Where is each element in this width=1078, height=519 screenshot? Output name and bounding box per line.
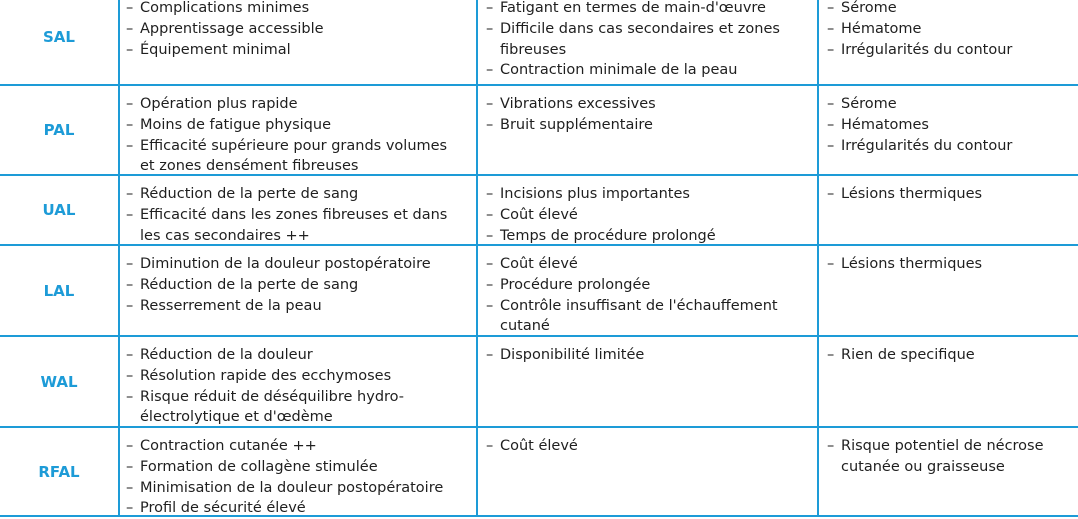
list-item bbox=[126, 296, 476, 317]
dash-bullet: – bbox=[827, 0, 835, 16]
dash-bullet: – bbox=[126, 367, 134, 384]
table-row bbox=[0, 0, 1078, 86]
list-item-text: Diminution de la douleur postopératoire bbox=[140, 256, 431, 272]
list-item bbox=[126, 345, 476, 366]
dash-bullet: – bbox=[827, 347, 835, 363]
table-row bbox=[0, 337, 1078, 428]
list-item bbox=[126, 226, 476, 247]
dash-bullet: – bbox=[126, 96, 134, 112]
list-item-text: Réduction de la perte de sang bbox=[140, 186, 359, 202]
list-item-text: Efficacité supérieure pour grands volumes bbox=[140, 137, 448, 154]
dash-bullet: – bbox=[126, 347, 134, 363]
list-item bbox=[827, 184, 1078, 205]
complications-cell bbox=[819, 86, 1078, 174]
list-item-text: fibreuses bbox=[500, 41, 567, 58]
list-item-text: Formation de collagène stimulée bbox=[140, 458, 378, 475]
technique-abbreviation: RFAL bbox=[0, 428, 120, 515]
disadvantages-cell bbox=[478, 176, 819, 244]
advantages-cell bbox=[118, 428, 478, 515]
list-item bbox=[486, 345, 817, 366]
list-item-text: Sérome bbox=[841, 96, 897, 112]
technique-abbreviation: PAL bbox=[0, 86, 120, 174]
dash-bullet: – bbox=[126, 388, 134, 405]
list-item bbox=[126, 387, 476, 408]
list-item-text: Apprentissage accessible bbox=[140, 20, 324, 37]
complications-cell bbox=[819, 428, 1078, 515]
list-item bbox=[486, 254, 817, 275]
list-item-text: Irrégularités du contour bbox=[841, 137, 1013, 154]
list-item-text: Équipement minimal bbox=[140, 41, 291, 58]
list-item bbox=[486, 0, 817, 19]
list-item-text: Contraction cutanée ++ bbox=[140, 438, 317, 454]
disadvantages-cell bbox=[478, 86, 819, 174]
list-item bbox=[827, 436, 1078, 457]
dash-bullet: – bbox=[126, 479, 134, 496]
list-item bbox=[827, 19, 1078, 40]
list-item bbox=[486, 19, 817, 40]
list-item-text: Rien de specifique bbox=[841, 347, 975, 363]
technique-abbreviation: WAL bbox=[0, 337, 120, 426]
list-item-text: Résolution rapide des ecchymoses bbox=[140, 367, 392, 384]
dash-bullet: – bbox=[126, 297, 134, 314]
list-item-text: Réduction de la douleur bbox=[140, 347, 313, 363]
list-item-text: cutané bbox=[500, 318, 550, 335]
list-item-text: Incisions plus importantes bbox=[500, 186, 690, 202]
dash-bullet: – bbox=[486, 256, 494, 272]
disadvantages-cell bbox=[478, 246, 819, 335]
list-item bbox=[827, 40, 1078, 61]
dash-bullet: – bbox=[486, 186, 494, 202]
list-item-text: Bruit supplémentaire bbox=[500, 116, 653, 133]
technique-abbreviation: LAL bbox=[0, 246, 120, 335]
table-row bbox=[0, 428, 1078, 517]
list-item-text: électrolytique et d'œdème bbox=[140, 409, 333, 426]
list-item-text: Coût élevé bbox=[500, 256, 578, 272]
list-item bbox=[486, 40, 817, 61]
list-item-text: Profil de sécurité élevé bbox=[140, 500, 306, 517]
list-item-text: Irrégularités du contour bbox=[841, 41, 1013, 58]
list-item-text: Hématomes bbox=[841, 116, 929, 133]
dash-bullet: – bbox=[486, 297, 494, 314]
list-item bbox=[126, 184, 476, 205]
dash-bullet: – bbox=[827, 186, 835, 202]
complications-cell bbox=[819, 0, 1078, 84]
list-item-text: Procédure prolongée bbox=[500, 276, 651, 293]
list-item bbox=[126, 19, 476, 40]
list-item bbox=[126, 94, 476, 115]
dash-bullet: – bbox=[126, 20, 134, 37]
list-item bbox=[486, 436, 817, 457]
list-item-text: Moins de fatigue physique bbox=[140, 116, 331, 133]
list-item-text: Hématome bbox=[841, 20, 922, 37]
list-item bbox=[486, 296, 817, 317]
advantages-cell bbox=[118, 0, 478, 84]
list-item bbox=[126, 40, 476, 61]
dash-bullet: – bbox=[486, 20, 494, 37]
dash-bullet: – bbox=[486, 227, 494, 244]
dash-bullet: – bbox=[486, 276, 494, 293]
dash-bullet: – bbox=[126, 0, 134, 16]
advantages-cell bbox=[118, 337, 478, 426]
advantages-cell bbox=[118, 176, 478, 244]
list-item bbox=[827, 457, 1078, 478]
dash-bullet: – bbox=[827, 256, 835, 272]
list-item bbox=[827, 254, 1078, 275]
list-item-text: cutanée ou graisseuse bbox=[841, 458, 1005, 475]
list-item-text: Risque réduit de déséquilibre hydro- bbox=[140, 388, 405, 405]
list-item-text: Temps de procédure prolongé bbox=[500, 227, 716, 244]
technique-abbreviation: SAL bbox=[0, 0, 120, 84]
dash-bullet: – bbox=[827, 116, 835, 133]
table-row bbox=[0, 86, 1078, 176]
list-item bbox=[126, 254, 476, 275]
list-item-text: Lésions thermiques bbox=[841, 186, 983, 202]
advantages-cell bbox=[118, 86, 478, 174]
list-item bbox=[827, 0, 1078, 19]
list-item bbox=[486, 184, 817, 205]
dash-bullet: – bbox=[827, 438, 835, 454]
list-item-text: Sérome bbox=[841, 0, 897, 16]
disadvantages-cell bbox=[478, 337, 819, 426]
list-item-text: Disponibilité limitée bbox=[500, 347, 645, 363]
dash-bullet: – bbox=[486, 206, 494, 223]
list-item bbox=[486, 205, 817, 226]
dash-bullet: – bbox=[486, 347, 494, 363]
list-item-text: Risque potentiel de nécrose bbox=[841, 438, 1044, 454]
list-item-text: Coût élevé bbox=[500, 438, 578, 454]
list-item bbox=[486, 316, 817, 337]
list-item bbox=[126, 115, 476, 136]
dash-bullet: – bbox=[126, 276, 134, 293]
dash-bullet: – bbox=[126, 438, 134, 454]
list-item bbox=[126, 156, 476, 177]
list-item bbox=[827, 345, 1078, 366]
list-item bbox=[486, 226, 817, 247]
list-item bbox=[126, 275, 476, 296]
dash-bullet: – bbox=[827, 41, 835, 58]
list-item-text: Minimisation de la douleur postopératoire bbox=[140, 479, 444, 496]
dash-bullet: – bbox=[126, 186, 134, 202]
list-item-text: Opération plus rapide bbox=[140, 96, 298, 112]
dash-bullet: – bbox=[126, 206, 134, 223]
list-item-text: Lésions thermiques bbox=[841, 256, 983, 272]
dash-bullet: – bbox=[126, 256, 134, 272]
list-item bbox=[486, 60, 817, 81]
list-item-text: Réduction de la perte de sang bbox=[140, 276, 359, 293]
list-item bbox=[827, 136, 1078, 157]
list-item bbox=[126, 457, 476, 478]
list-item bbox=[827, 94, 1078, 115]
list-item-text: Complications minimes bbox=[140, 0, 310, 16]
list-item-text: Efficacité dans les zones fibreuses et dans bbox=[140, 206, 448, 223]
list-item bbox=[827, 115, 1078, 136]
list-item bbox=[126, 436, 476, 457]
dash-bullet: – bbox=[486, 62, 494, 79]
list-item bbox=[126, 407, 476, 428]
list-item-text: Vibrations excessives bbox=[500, 96, 656, 112]
list-item-text: Fatigant en termes de main-d'œuvre bbox=[500, 0, 766, 16]
list-item bbox=[126, 136, 476, 157]
disadvantages-cell bbox=[478, 0, 819, 84]
list-item bbox=[486, 275, 817, 296]
dash-bullet: – bbox=[126, 41, 134, 58]
dash-bullet: – bbox=[486, 438, 494, 454]
complications-cell bbox=[819, 246, 1078, 335]
list-item bbox=[126, 478, 476, 499]
advantages-cell bbox=[118, 246, 478, 335]
disadvantages-cell bbox=[478, 428, 819, 515]
list-item-text: Difficile dans cas secondaires et zones bbox=[500, 20, 780, 37]
list-item bbox=[126, 366, 476, 387]
list-item-text: Resserrement de la peau bbox=[140, 297, 322, 314]
table-row bbox=[0, 176, 1078, 246]
dash-bullet: – bbox=[486, 0, 494, 16]
list-item-text: Coût élevé bbox=[500, 206, 578, 223]
list-item-text: les cas secondaires ++ bbox=[140, 227, 310, 244]
list-item-text: et zones densément fibreuses bbox=[140, 158, 359, 175]
list-item-text: Contraction minimale de la peau bbox=[500, 62, 738, 79]
table-row bbox=[0, 246, 1078, 337]
list-item bbox=[126, 0, 476, 19]
complications-cell bbox=[819, 337, 1078, 426]
list-item bbox=[486, 94, 817, 115]
dash-bullet: – bbox=[827, 20, 835, 37]
complications-cell bbox=[819, 176, 1078, 244]
dash-bullet: – bbox=[486, 96, 494, 112]
dash-bullet: – bbox=[126, 458, 134, 475]
dash-bullet: – bbox=[486, 116, 494, 133]
dash-bullet: – bbox=[126, 116, 134, 133]
list-item bbox=[486, 115, 817, 136]
dash-bullet: – bbox=[827, 137, 835, 154]
dash-bullet: – bbox=[827, 96, 835, 112]
dash-bullet: – bbox=[126, 500, 134, 517]
technique-abbreviation: UAL bbox=[0, 176, 120, 244]
dash-bullet: – bbox=[126, 137, 134, 154]
list-item bbox=[126, 205, 476, 226]
list-item-text: Contrôle insuffisant de l'échauffement bbox=[500, 297, 778, 314]
